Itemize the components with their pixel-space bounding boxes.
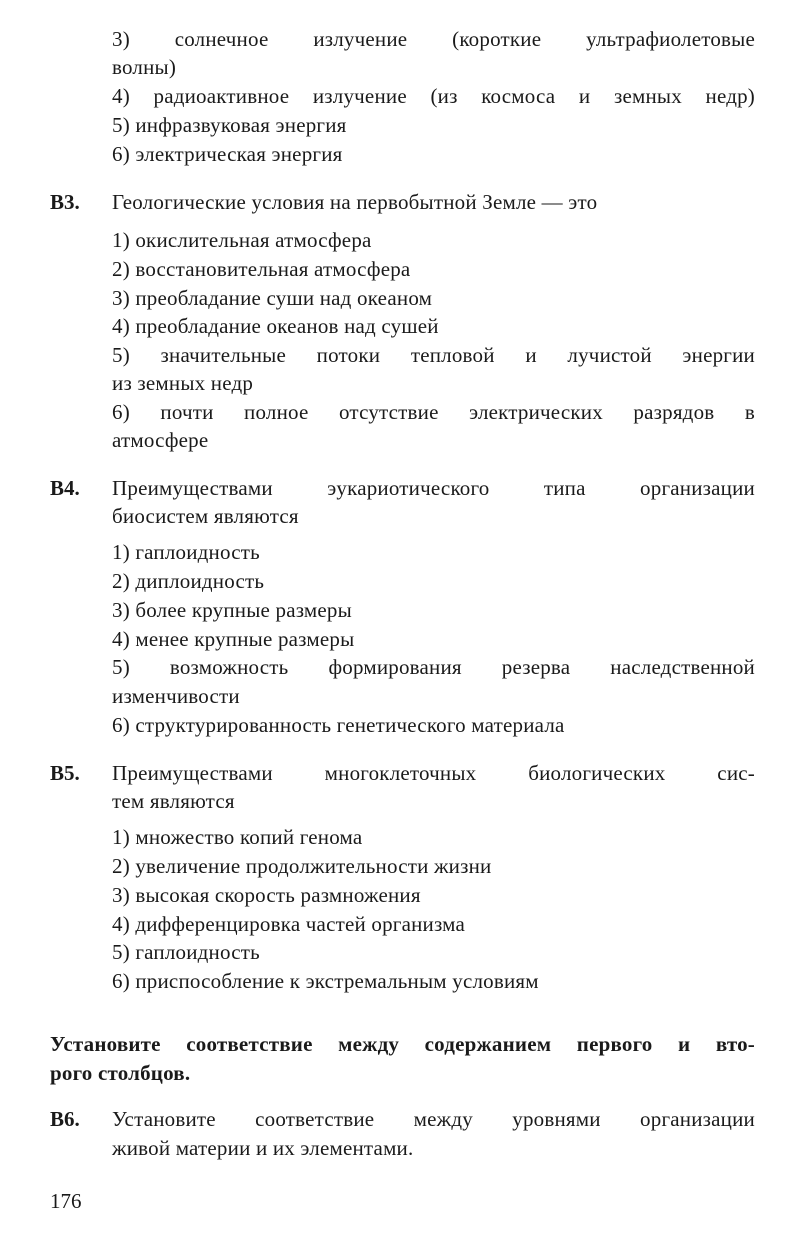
- question-text: тем являются: [112, 789, 235, 813]
- question-number: В5.: [50, 761, 80, 785]
- option-line: 1) окислительная атмосфера: [112, 228, 372, 252]
- question-text: биосистем являются: [112, 504, 299, 528]
- question-text: Преимуществами эукариотического типа организации: [112, 476, 755, 500]
- question-text: Установите соответствие между уровнями организации: [112, 1107, 755, 1131]
- option-line: 5) значительные потоки тепловой и лучистой энергии: [112, 343, 755, 367]
- instruction-text: Установите соответствие между содержанием первого и вто-: [50, 1032, 755, 1056]
- instruction-text: рого столбцов.: [50, 1061, 191, 1085]
- option-line: 6) электрическая энергия: [112, 142, 343, 166]
- question-text: Геологические условия на первобытной Земле — это: [112, 190, 598, 214]
- question-text: живой материи и их элементами.: [112, 1136, 414, 1160]
- option-line: 3) высокая скорость размножения: [112, 883, 421, 907]
- option-line: 3) преобладание суши над океаном: [112, 286, 433, 310]
- option-line: 5) гаплоидность: [112, 940, 260, 964]
- option-line: 6) приспособление к экстремальным условиям: [112, 969, 539, 993]
- question-number: В6.: [50, 1107, 80, 1131]
- option-line: 1) гаплоидность: [112, 540, 260, 564]
- question-number: В4.: [50, 476, 80, 500]
- option-line: 3) более крупные размеры: [112, 598, 352, 622]
- option-line: 4) менее крупные размеры: [112, 627, 355, 651]
- question-number: В3.: [50, 190, 80, 214]
- page-number: 176: [50, 1189, 82, 1213]
- option-line: 2) восстановительная атмосфера: [112, 257, 411, 281]
- option-line: 4) преобладание океанов над сушей: [112, 314, 439, 338]
- option-line: из земных недр: [112, 371, 254, 395]
- option-line: 4) радиоактивное излучение (из космоса и земных недр): [112, 84, 755, 108]
- option-line: 3) солнечное излучение (короткие ультрафиолетовые: [112, 27, 755, 51]
- option-line: 6) структурированность генетического материала: [112, 713, 565, 737]
- option-line: изменчивости: [112, 684, 240, 708]
- option-line: атмосфере: [112, 428, 209, 452]
- option-line: 5) возможность формирования резерва наследственной: [112, 655, 755, 679]
- option-line: 1) множество копий генома: [112, 825, 363, 849]
- option-line: 4) дифференцировка частей организма: [112, 912, 466, 936]
- option-line: волны): [112, 55, 177, 79]
- option-line: 2) диплоидность: [112, 569, 265, 593]
- option-line: 5) инфразвуковая энергия: [112, 113, 347, 137]
- question-text: Преимуществами многоклеточных биологических сис-: [112, 761, 755, 785]
- option-line: 6) почти полное отсутствие электрических разрядов в: [112, 400, 755, 424]
- option-line: 2) увеличение продолжительности жизни: [112, 854, 492, 878]
